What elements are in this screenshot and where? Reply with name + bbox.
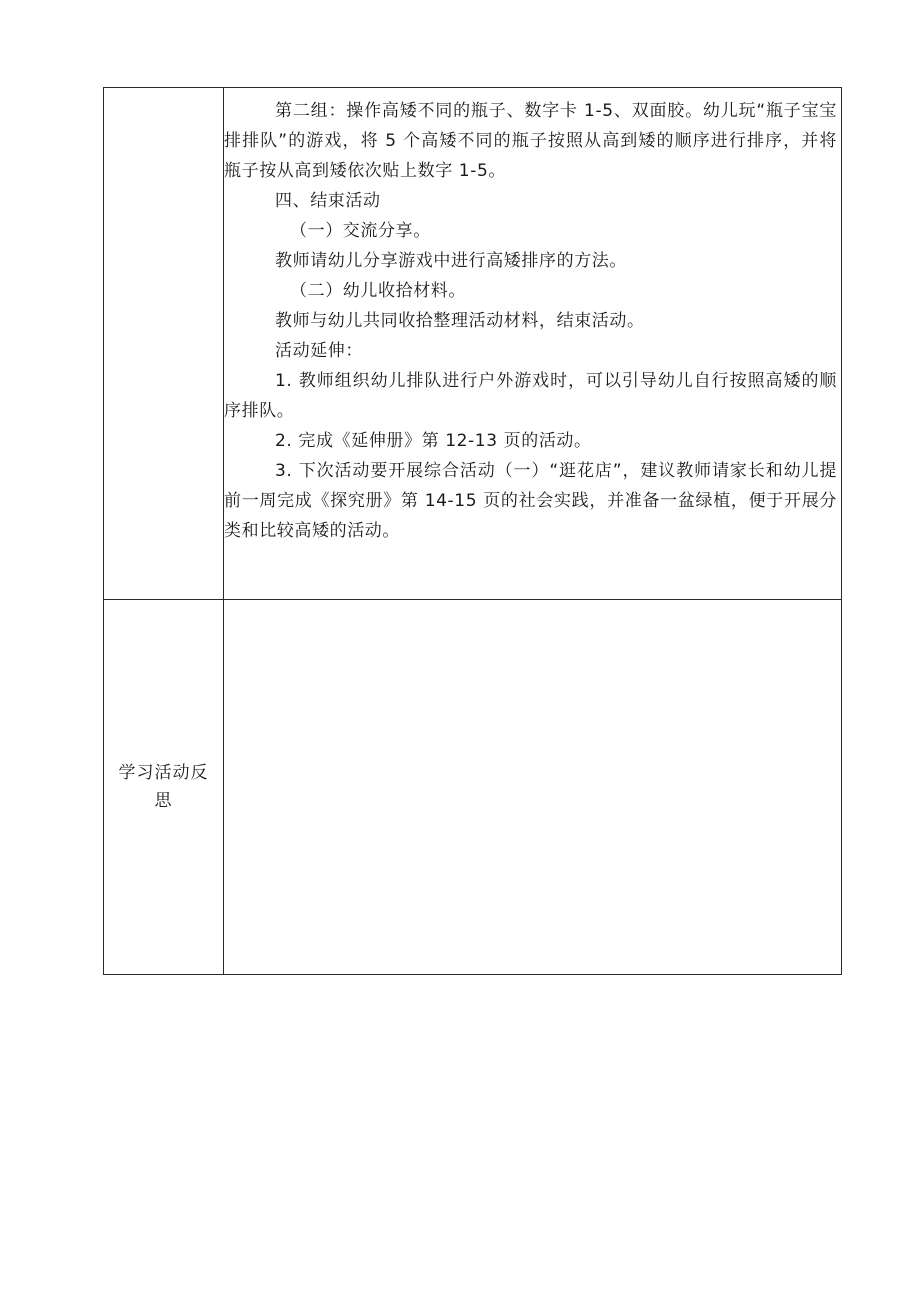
paragraph-section-end: 四、结束活动: [275, 191, 381, 211]
reflection-content-cell: [224, 600, 842, 975]
paragraph-tidy-heading: （二）幼儿收拾材料。: [290, 281, 466, 301]
reflection-label-cell: [104, 600, 224, 975]
paragraph-share-heading: （一）交流分享。: [290, 221, 431, 241]
reflection-row: [104, 600, 842, 975]
paragraph-tidy-body: 教师与幼儿共同收拾整理活动材料，结束活动。: [275, 311, 645, 331]
paragraph-extension-3: 3. 下次活动要开展综合活动（一）“逛花店”，建议教师请家长和幼儿提前一周完成《探究册》第 14-15 页的社会实践，并准备一盆绿植，便于开展分类和比较高矮的活动。: [224, 461, 837, 541]
activity-process-clip: [224, 88, 841, 599]
paragraph-extension-2: 2. 完成《延伸册》第 12-13 页的活动。: [275, 431, 592, 451]
paragraph-extension-heading: 活动延伸：: [275, 341, 363, 361]
paragraph-group-two: 第二组：操作高矮不同的瓶子、数字卡 1-5、双面胶。幼儿玩“瓶子宝宝排排队”的游戏，将 5 个高矮不同的瓶子按照从高到矮的顺序进行排序，并将瓶子按从高到矮依次贴上数字 1-5。: [224, 101, 837, 181]
activity-process-content-cell: [224, 88, 842, 600]
paragraph-extension-1: 1. 教师组织幼儿排队进行户外游戏时，可以引导幼儿自行按照高矮的顺序排队。: [224, 371, 837, 421]
reflection-label: 学习活动反思: [118, 763, 209, 811]
activity-process-label-cell: [104, 88, 224, 600]
paragraph-share-body: 教师请幼儿分享游戏中进行高矮排序的方法。: [275, 251, 627, 271]
activity-process-row: [104, 88, 842, 600]
lesson-plan-table: [103, 87, 842, 975]
activity-process-text: [224, 88, 841, 546]
